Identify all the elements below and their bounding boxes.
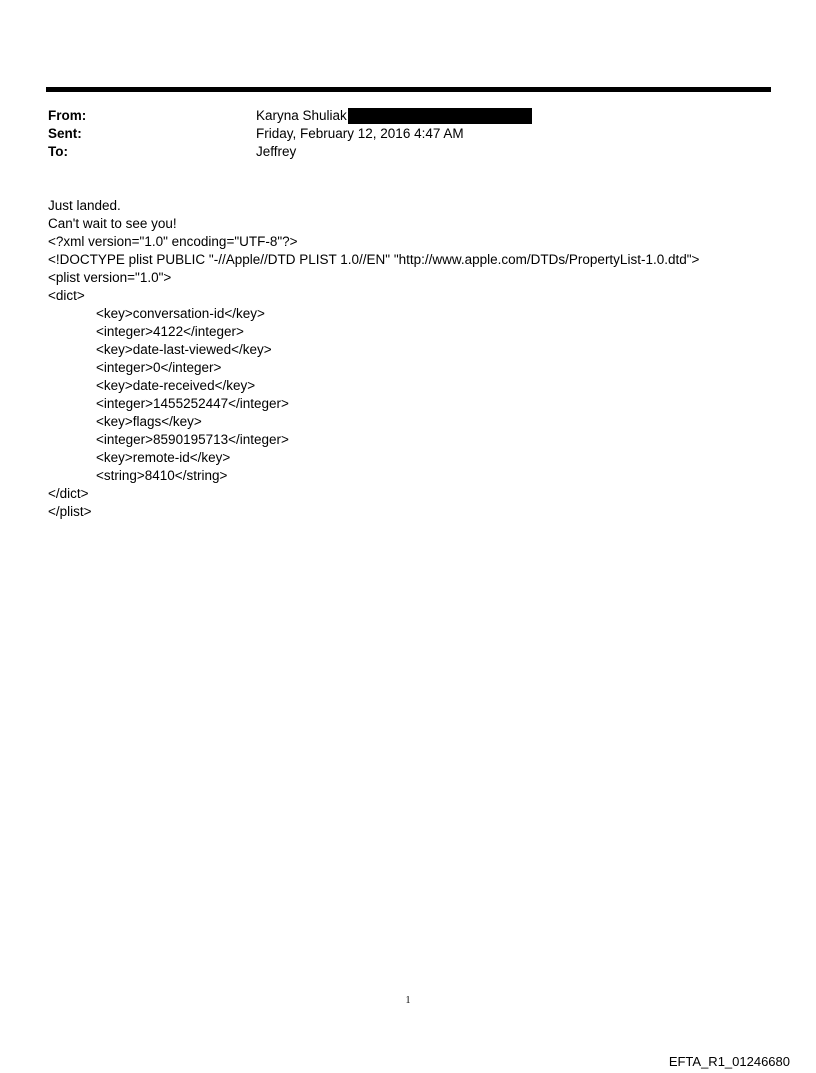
header-divider: [46, 87, 771, 92]
from-label: From:: [48, 108, 87, 123]
to-label: To:: [48, 144, 68, 159]
body-line: <integer>8590195713</integer>: [96, 432, 289, 447]
body-line: </plist>: [48, 504, 92, 519]
to-row: [48, 143, 748, 161]
email-header: [48, 107, 748, 161]
body-line: </dict>: [48, 486, 89, 501]
sent-label: Sent:: [48, 126, 82, 141]
body-line: <key>conversation-id</key>: [96, 306, 265, 321]
to-value: Jeffrey: [256, 144, 297, 159]
body-line: <key>flags</key>: [96, 414, 202, 429]
redaction-bar: [348, 108, 532, 124]
body-line: <integer>4122</integer>: [96, 324, 244, 339]
body-line: <plist version="1.0">: [48, 270, 172, 285]
from-value: Karyna Shuliak: [256, 108, 347, 123]
body-line: <string>8410</string>: [96, 468, 228, 483]
sent-row: [48, 125, 748, 143]
body-line: <dict>: [48, 288, 85, 303]
from-row: [48, 107, 748, 125]
body-line: <integer>1455252447</integer>: [96, 396, 289, 411]
sent-value: Friday, February 12, 2016 4:47 AM: [256, 126, 464, 141]
body-line: <?xml version="1.0" encoding="UTF-8"?>: [48, 234, 298, 249]
page-number: 1: [405, 995, 411, 1006]
body-line: <key>date-received</key>: [96, 378, 256, 393]
from-value-wrap: [256, 107, 532, 125]
body-line: <key>remote-id</key>: [96, 450, 231, 465]
bates-number: EFTA_R1_01246680: [668, 1054, 790, 1069]
email-body: [48, 197, 788, 521]
body-line: Just landed.: [48, 198, 121, 213]
body-line: <!DOCTYPE plist PUBLIC "-//Apple//DTD PLIST 1.0//EN" "http://www.apple.com/DTDs/PropertyList-1.0.dtd">: [48, 252, 700, 267]
body-line: <key>date-last-viewed</key>: [96, 342, 272, 357]
body-line: <integer>0</integer>: [96, 360, 222, 375]
body-line: Can't wait to see you!: [48, 216, 177, 231]
